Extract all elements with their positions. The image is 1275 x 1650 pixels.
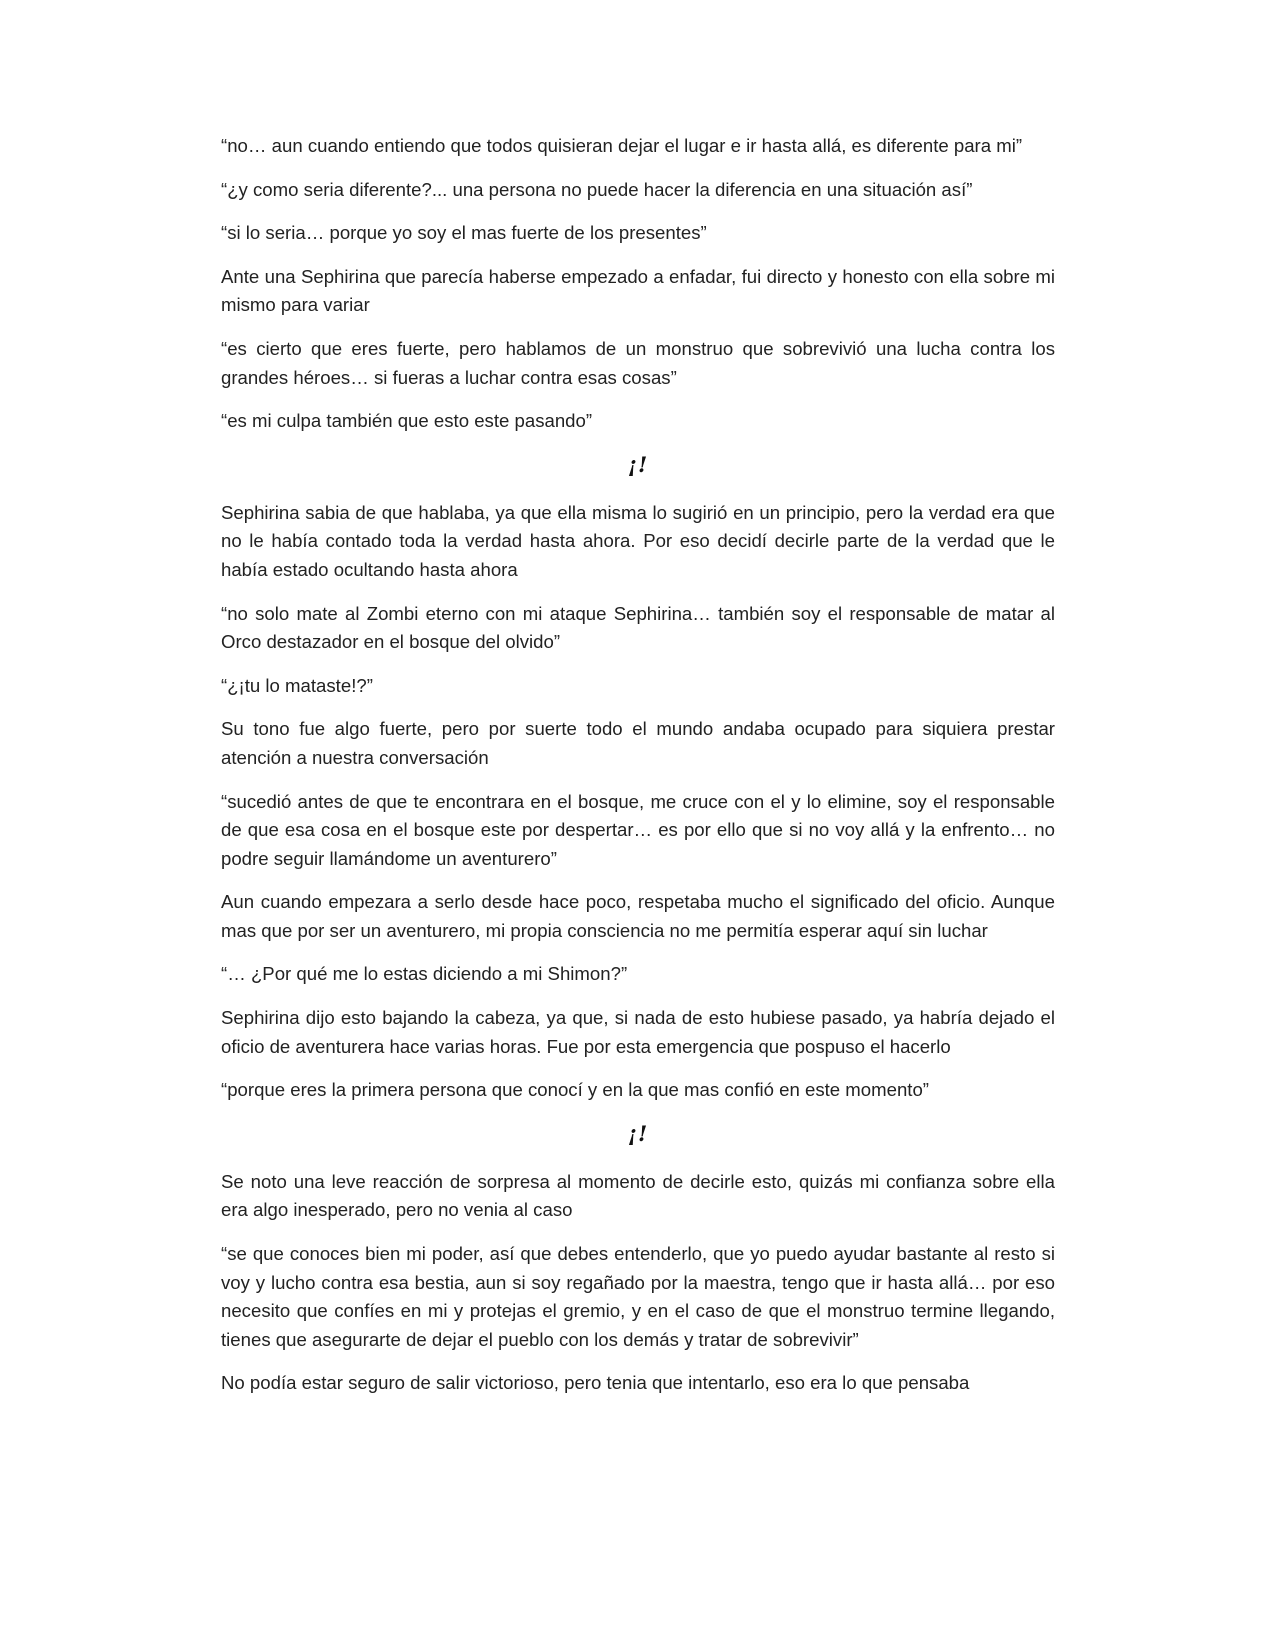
scene-separator: ¡!: [627, 451, 649, 477]
paragraph: “¿¡tu lo mataste!?”: [221, 674, 373, 696]
paragraph: Se noto una leve reacción de sorpresa al momento de decirle esto, quizás mi confianza sobre ella era algo inesperado, pero no venia al caso: [221, 1170, 1055, 1221]
paragraph: Sephirina sabia de que hablaba, ya que ella misma lo sugirió en un principio, pero la verdad era que no le había contado toda la verdad hasta ahora. Por eso decidí decirle parte de la verdad que le había estado ocultando hasta ahora: [221, 501, 1055, 580]
paragraph: “si lo seria… porque yo soy el mas fuerte de los presentes”: [221, 222, 707, 244]
paragraph: “porque eres la primera persona que conocí y en la que mas confió en este momento”: [221, 1079, 929, 1101]
paragraph: “¿y como seria diferente?... una persona no puede hacer la diferencia en una situación así”: [221, 178, 973, 200]
scene-separator: ¡!: [627, 1120, 649, 1146]
paragraph: Su tono fue algo fuerte, pero por suerte todo el mundo andaba ocupado para siquiera prestar atención a nuestra conversación: [221, 718, 1055, 768]
paragraph: Aun cuando empezara a serlo desde hace poco, respetaba mucho el significado del oficio. Aunque mas que por ser un aventurero, mi propia consciencia no me permitía esperar aquí sin luchar: [221, 891, 1055, 941]
paragraph: “sucedió antes de que te encontrara en el bosque, me cruce con el y lo elimine, soy el responsable de que esa cosa en el bosque este por despertar… es por ello que si no voy allá y la enfrento… no podre seguir llamándome un aventurero”: [221, 790, 1055, 869]
paragraph: “es cierto que eres fuerte, pero hablamos de un monstruo que sobrevivió una lucha contra los grandes héroes… si fueras a luchar contra esas cosas”: [221, 337, 1055, 388]
paragraph: “es mi culpa también que esto este pasando”: [221, 410, 593, 432]
paragraph: Sephirina dijo esto bajando la cabeza, ya que, si nada de esto hubiese pasado, ya habría dejado el oficio de aventurera hace varias horas. Fue por esta emergencia que pospuso el hacerlo: [221, 1007, 1055, 1057]
paragraph: “no solo mate al Zombi eterno con mi ataque Sephirina… también soy el responsable de matar al Orco destazador en el bosque del olvido”: [221, 602, 1055, 653]
paragraph: Ante una Sephirina que parecía haberse empezado a enfadar, fui directo y honesto con ella sobre mi mismo para variar: [221, 265, 1055, 316]
paragraph: “no… aun cuando entiendo que todos quisieran dejar el lugar e ir hasta allá, es diferente para mi”: [221, 135, 1023, 156]
document-body: [221, 132, 1055, 1413]
paragraph: No podía estar seguro de salir victorioso, pero tenia que intentarlo, eso era lo que pensaba: [221, 1372, 970, 1394]
paragraph: “se que conoces bien mi poder, así que debes entenderlo, que yo puedo ayudar bastante al resto si voy y lucho contra esa bestia, aun si soy regañado por la maestra, tengo que ir hasta allá… por eso necesito que confíes en mi y protejas el gremio, y en el caso de que el monstruo termine llegando, tienes que asegurarte de dejar el pueblo con los demás y tratar de sobrevivir”: [221, 1243, 1055, 1350]
paragraph: “… ¿Por qué me lo estas diciendo a mi Shimon?”: [221, 963, 628, 985]
